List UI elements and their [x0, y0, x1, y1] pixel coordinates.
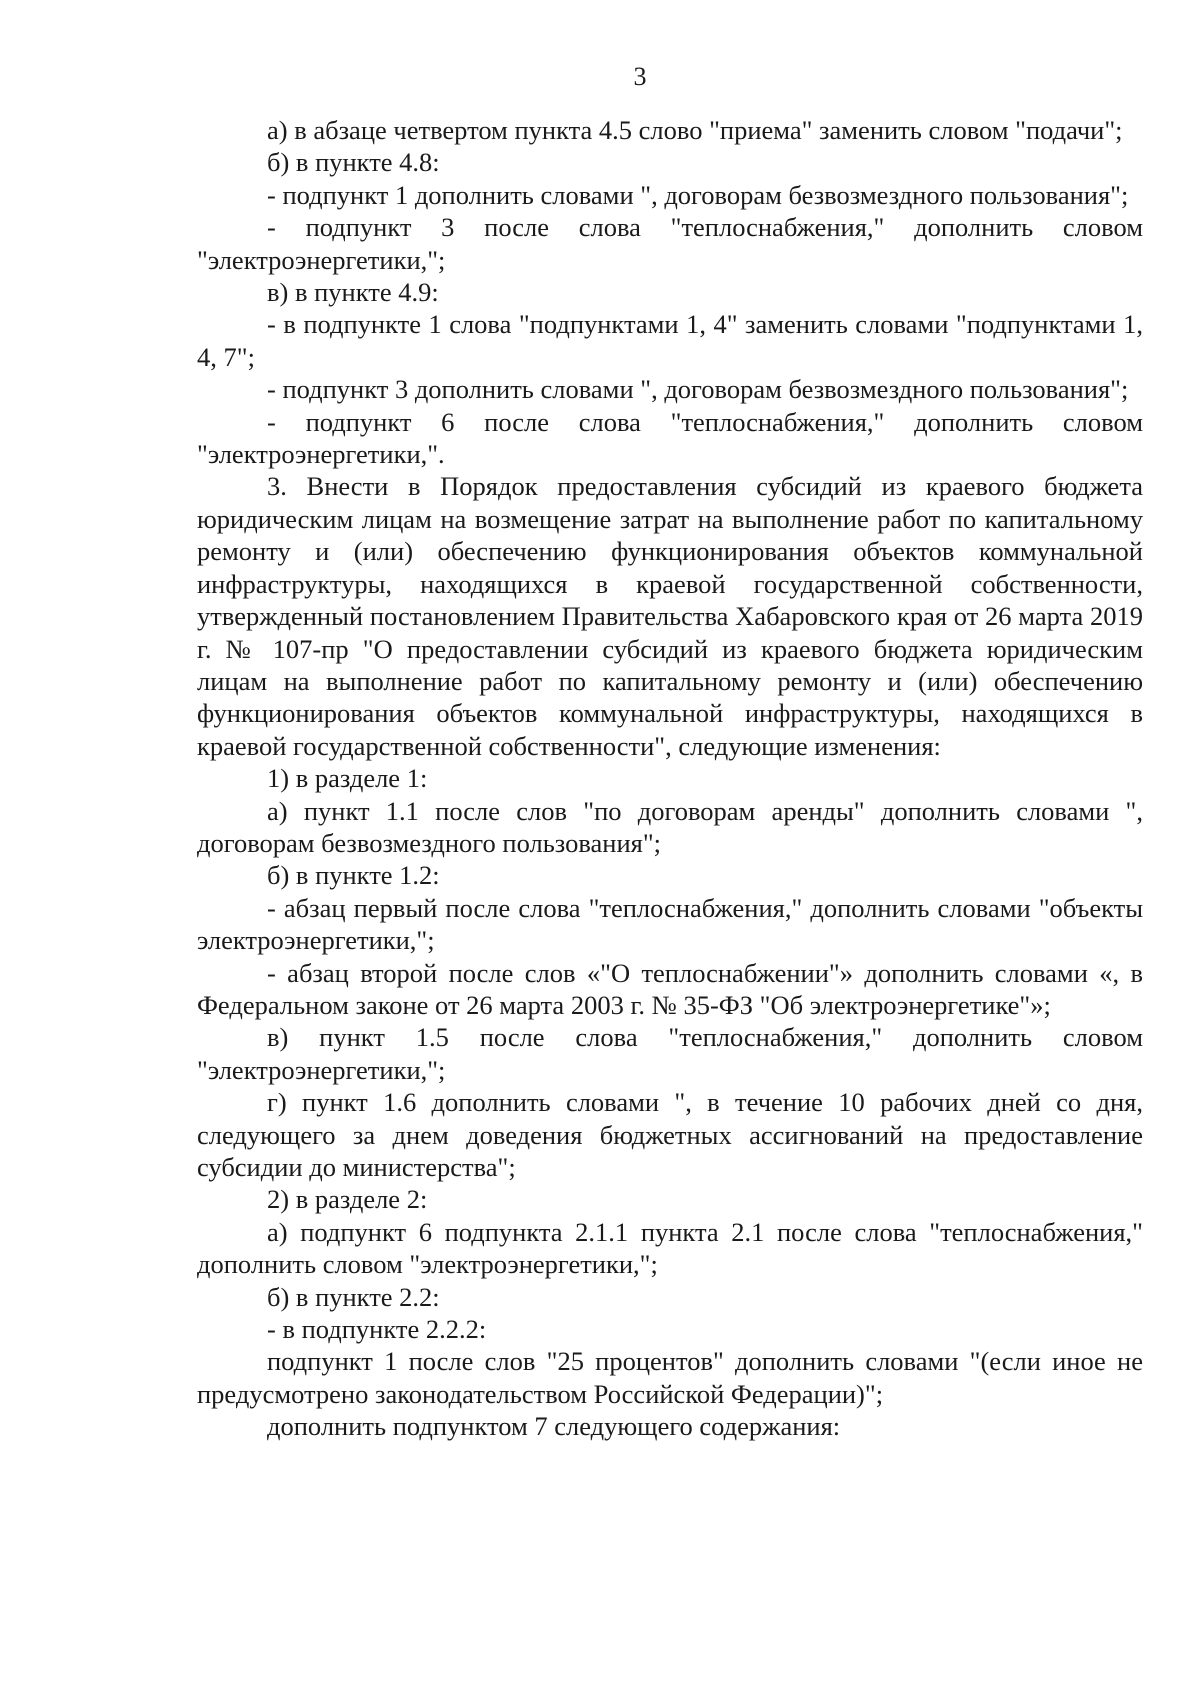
paragraph-4-9-subpoint-3: - подпункт 3 дополнить словами ", договорам безвозмездного пользования"; — [267, 374, 1129, 405]
paragraph-4-9-heading: в) в пункте 4.9: — [267, 277, 439, 308]
document-body — [197, 114, 1143, 1443]
paragraph-1-1-amendment: а) пункт 1.1 после слов "по договорам аренды" дополнить словами ", договорам безвозмездного пользования"; — [197, 795, 1143, 858]
paragraph-4-8-heading: б) в пункте 4.8: — [267, 147, 440, 178]
paragraph-part-1-heading: 1) в разделе 1: — [267, 763, 428, 794]
paragraph-1-2-abzac-2: - абзац второй после слов «"О теплоснабжении"» дополнить словами «, в Федеральном законе от 26 марта 2003 г. № 35-ФЗ "Об электроэнергетике"»; — [197, 957, 1143, 1020]
paragraph-4-8-subpoint-1: - подпункт 1 дополнить словами ", договорам безвозмездного пользования"; — [267, 179, 1129, 210]
paragraph-section-3: 3. Внести в Порядок предоставления субсидий из краевого бюджета юридическим лицам на возмещение затрат на выполнение работ по капитальному ремонту и (или) обеспечению функционирования объектов коммунальной инфраструктуры, находящихся в краевой государственной собственности, утвержденный постановлением Правительства Хабаровского края от 26 марта 2019 г. № 107-пр "О предоставлении субсидий из краевого бюджета юридическим лицам на выполнение работ по капитальному ремонту и (или) обеспечению функционирования объектов коммунальной инфраструктуры, находящихся в краевой государственной собственности", следующие изменения: — [197, 471, 1143, 761]
paragraph-1-6-amendment: г) пункт 1.6 дополнить словами ", в течение 10 рабочих дней со дня, следующего за днем доведения бюджетных ассигнований на предоставление субсидии до министерства"; — [197, 1087, 1143, 1182]
paragraph-1-2-heading: б) в пункте 1.2: — [267, 860, 440, 891]
paragraph-2-2-2-heading: - в подпункте 2.2.2: — [267, 1314, 487, 1345]
paragraph-4-5-amendment: а) в абзаце четвертом пункта 4.5 слово "приема" заменить словом "подачи"; — [267, 115, 1123, 145]
paragraph-2-2-2-subpoint-1: подпункт 1 после слов "25 процентов" дополнить словами "(если иное не предусмотрено законодательством Российской Федерации)"; — [197, 1346, 1143, 1409]
paragraph-1-2-abzac-1: - абзац первый после слова "теплоснабжения," дополнить словами "объекты электроэнергетики,"; — [197, 892, 1143, 956]
paragraph-part-2-heading: 2) в разделе 2: — [267, 1184, 428, 1215]
paragraph-2-2-heading: б) в пункте 2.2: — [267, 1281, 440, 1312]
paragraph-1-5-amendment: в) пункт 1.5 после слова "теплоснабжения," дополнить словом "электроэнергетики,"; — [197, 1022, 1143, 1085]
paragraph-4-8-subpoint-3: - подпункт 3 после слова "теплоснабжения," дополнить словом "электроэнергетики,"; — [197, 212, 1143, 275]
paragraph-4-9-subpoint-1: - в подпункте 1 слова "подпунктами 1, 4" заменить словами "подпунктами 1, 4, 7"; — [197, 309, 1143, 372]
paragraph-2-2-2-subpoint-7: дополнить подпунктом 7 следующего содержания: — [267, 1411, 841, 1442]
page-number: 3 — [633, 62, 647, 91]
paragraph-4-9-subpoint-6: - подпункт 6 после слова "теплоснабжения," дополнить словом "электроэнергетики,". — [197, 406, 1143, 470]
paragraph-2-1-1-amendment: а) подпункт 6 подпункта 2.1.1 пункта 2.1 после слова "теплоснабжения," дополнить словом "электроэнергетики,"; — [197, 1216, 1143, 1280]
